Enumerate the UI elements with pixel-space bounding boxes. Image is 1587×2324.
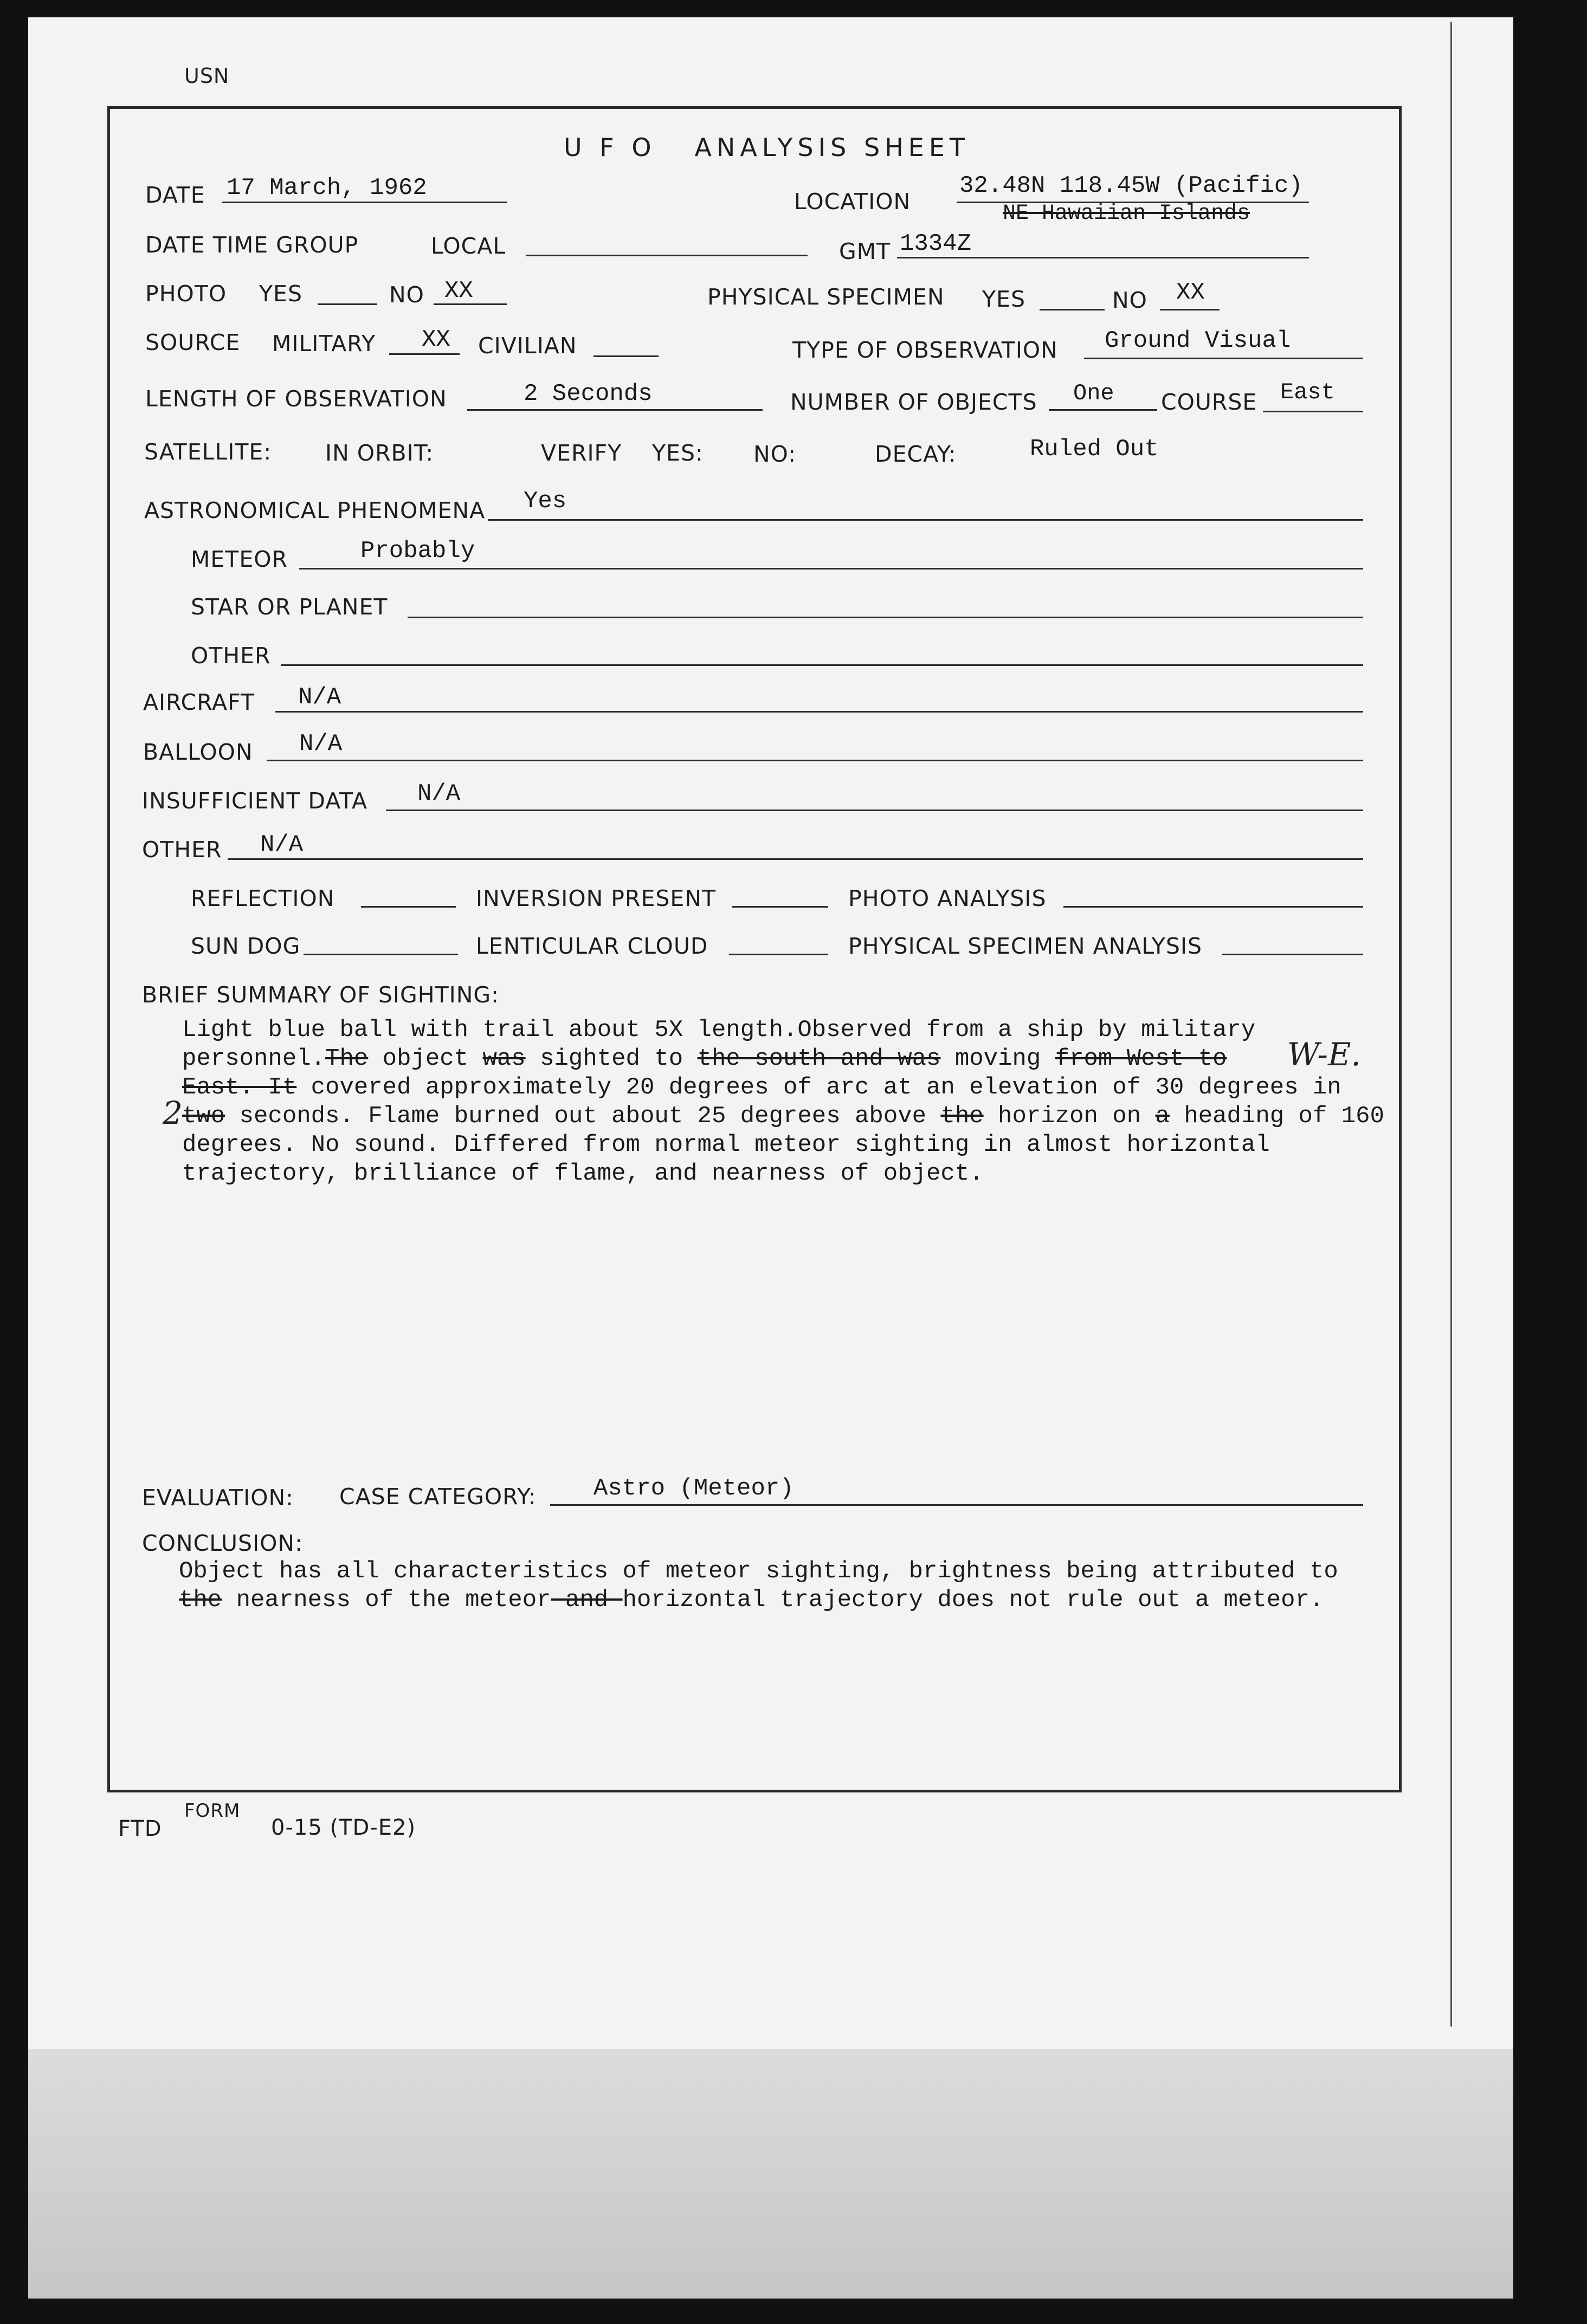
case-category-label: CASE CATEGORY:: [339, 1484, 537, 1510]
length-of-observation-value: 2 Seconds: [524, 380, 653, 407]
summary-label: BRIEF SUMMARY OF SIGHTING:: [142, 982, 499, 1008]
lenticular-cloud-line: [729, 954, 828, 955]
photo-analysis-label: PHOTO ANALYSIS: [848, 885, 1047, 911]
sun-dog-label: SUN DOG: [191, 933, 301, 959]
summary-handwritten-two: 2: [163, 1095, 183, 1131]
summary-line-4: two seconds. Flame burned out about 25 degrees above the horizon on a heading of 160: [182, 1103, 1384, 1130]
satellite-decay-label: DECAY:: [875, 441, 957, 467]
sun-dog-line: [304, 954, 458, 955]
inversion-present-label: INVERSION PRESENT: [476, 885, 717, 911]
conclusion-label: CONCLUSION:: [142, 1530, 303, 1556]
astronomical-value: Yes: [524, 488, 567, 515]
form-title: U F O ANALYSIS SHEET: [564, 133, 970, 162]
physical-specimen-label: PHYSICAL SPECIMEN: [707, 284, 945, 310]
civilian-line: [593, 355, 659, 357]
location-value: 32.48N 118.45W (Pacific): [959, 172, 1303, 199]
course-label: COURSE: [1161, 389, 1257, 415]
reflection-label: REFLECTION: [191, 885, 335, 911]
insufficient-data-label: INSUFFICIENT DATA: [142, 788, 368, 814]
evaluation-label: EVALUATION:: [142, 1485, 294, 1511]
balloon-label: BALLOON: [143, 739, 253, 765]
physical-specimen-no-line: [1160, 309, 1220, 310]
conclusion-line-2: the nearness of the meteor and horizontal trajectory does not rule out a meteor.: [179, 1587, 1324, 1614]
type-of-observation-label: TYPE OF OBSERVATION: [792, 337, 1058, 363]
summary-line-6: trajectory, brilliance of flame, and nearness of object.: [182, 1160, 984, 1187]
summary-line-3: East. It covered approximately 20 degrees of arc at an elevation of 30 degrees in: [182, 1074, 1341, 1101]
other-value: N/A: [260, 831, 304, 858]
local-line: [526, 255, 808, 256]
form-footer-prefix: FTD: [118, 1816, 162, 1841]
header-mark: USN: [184, 64, 230, 88]
meteor-label: METEOR: [191, 546, 288, 572]
location-value-2: NE Hawaiian Islands: [1003, 202, 1250, 226]
course-value: East: [1280, 379, 1335, 405]
summary-line-2: personnel.The object was sighted to the south and was moving from West to: [182, 1045, 1227, 1072]
form-footer-form: FORM: [184, 1800, 241, 1822]
meteor-value: Probably: [360, 538, 475, 565]
astronomical-line: [488, 519, 1363, 521]
number-of-objects-line: [1049, 409, 1157, 411]
astronomical-label: ASTRONOMICAL PHENOMENA: [144, 497, 486, 523]
page-edge-line: [1450, 22, 1452, 2027]
other-astro-label: OTHER: [191, 643, 271, 669]
satellite-decay-value: Ruled Out: [1030, 436, 1159, 463]
case-category-line: [550, 1504, 1363, 1506]
satellite-in-orbit-label: IN ORBIT:: [325, 440, 434, 466]
civilian-label: CIVILIAN: [478, 333, 577, 359]
length-of-observation-line: [467, 409, 763, 411]
physical-specimen-yes-label: YES: [982, 286, 1025, 312]
other-label: OTHER: [142, 837, 222, 863]
military-value: XX: [422, 326, 450, 353]
conclusion-text: [179, 1557, 1338, 1615]
location-label: LOCATION: [794, 189, 911, 215]
inversion-present-line: [732, 906, 828, 908]
source-label: SOURCE: [145, 329, 241, 355]
insufficient-data-line: [386, 810, 1363, 811]
date-label: DATE: [145, 182, 205, 208]
satellite-label: SATELLITE:: [144, 439, 272, 465]
insufficient-data-value: N/A: [417, 780, 461, 807]
aircraft-label: AIRCRAFT: [143, 689, 255, 715]
conclusion-line-1: Object has all characteristics of meteor sighting, brightness being attributed to: [179, 1558, 1338, 1585]
gmt-value: 1334Z: [900, 230, 972, 257]
reflection-line: [361, 906, 456, 908]
number-of-objects-value: One: [1073, 380, 1114, 406]
aircraft-value: N/A: [298, 684, 341, 711]
form-footer-number: 0-15 (TD-E2): [271, 1815, 416, 1840]
type-of-observation-line: [1084, 358, 1363, 359]
balloon-line: [267, 760, 1363, 761]
number-of-objects-label: NUMBER OF OBJECTS: [790, 389, 1037, 415]
case-category-value: Astro (Meteor): [593, 1475, 794, 1502]
gmt-line: [897, 257, 1309, 258]
photo-yes-line: [318, 303, 377, 305]
photo-label: PHOTO: [145, 281, 227, 307]
summary-handwritten-direction: W-E.: [1287, 1036, 1361, 1073]
photo-yes-label: YES: [259, 281, 302, 307]
type-of-observation-value: Ground Visual: [1105, 327, 1291, 354]
balloon-value: N/A: [299, 730, 343, 758]
other-line: [228, 858, 1363, 860]
aircraft-line: [275, 711, 1363, 713]
physical-specimen-yes-line: [1040, 309, 1105, 310]
physical-specimen-no-value: XX: [1176, 279, 1205, 306]
date-line: [222, 202, 507, 203]
photo-analysis-line: [1063, 906, 1363, 908]
local-label: LOCAL: [431, 233, 506, 259]
star-or-planet-line: [408, 617, 1363, 618]
physical-specimen-analysis-label: PHYSICAL SPECIMEN ANALYSIS: [848, 933, 1202, 959]
summary-line-5: degrees. No sound. Differed from normal meteor sighting in almost horizontal: [182, 1131, 1270, 1158]
summary-line-1: Light blue ball with trail about 5X length.Observed from a ship by military: [182, 1017, 1256, 1044]
gmt-label: GMT: [839, 238, 891, 264]
other-astro-line: [281, 664, 1363, 666]
lenticular-cloud-label: LENTICULAR CLOUD: [476, 933, 708, 959]
military-label: MILITARY: [272, 331, 376, 357]
date-value: 17 March, 1962: [227, 174, 427, 202]
length-of-observation-label: LENGTH OF OBSERVATION: [145, 386, 447, 412]
satellite-verify-label: VERIFY: [541, 440, 622, 466]
star-or-planet-label: STAR OR PLANET: [191, 594, 388, 620]
sheet-lower-margin: [28, 2049, 1513, 2299]
military-line: [389, 353, 460, 355]
satellite-no-label: NO:: [753, 441, 797, 467]
summary-text: [182, 1016, 1384, 1188]
date-time-group-label: DATE TIME GROUP: [145, 232, 359, 258]
photo-no-label: NO: [389, 282, 424, 308]
photo-no-line: [434, 303, 507, 305]
physical-specimen-no-label: NO: [1112, 287, 1147, 313]
physical-specimen-analysis-line: [1222, 954, 1363, 955]
course-line: [1263, 411, 1363, 412]
satellite-yes-label: YES:: [652, 440, 704, 466]
photo-no-value: XX: [444, 277, 473, 305]
meteor-line: [299, 568, 1363, 569]
